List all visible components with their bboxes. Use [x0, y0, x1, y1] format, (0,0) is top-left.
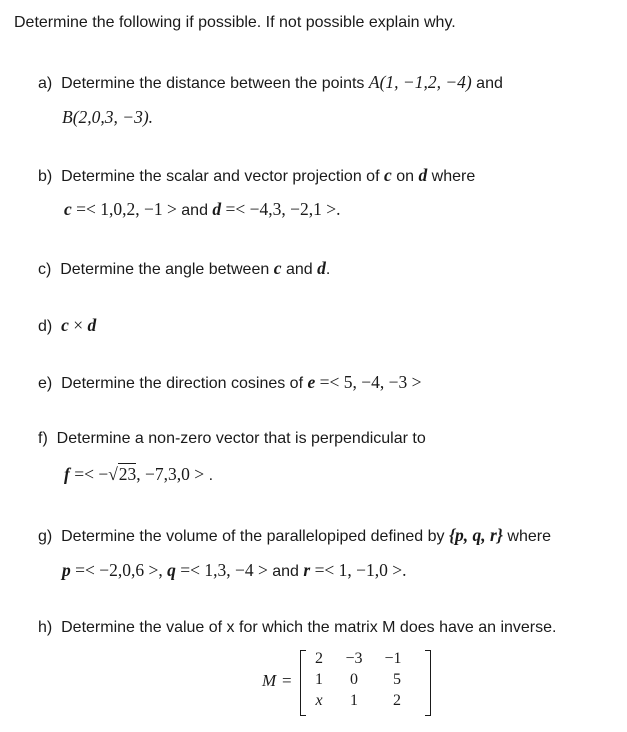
question-b-text: Determine the scalar and vector projection of — [61, 168, 380, 185]
question-h — [38, 619, 556, 637]
question-a-and: and — [476, 75, 503, 92]
page-title: Determine the following if possible. If not possible explain why. — [14, 14, 456, 31]
question-a — [38, 72, 503, 93]
question-a-text: Determine the distance between the points — [61, 75, 365, 92]
vector-set: {p, q, r} — [448, 525, 503, 545]
matrix-right-bracket — [425, 650, 431, 716]
vector-d: d — [418, 165, 428, 185]
question-f-period: . — [208, 467, 214, 484]
question-g-where: where — [507, 528, 551, 545]
vector-f-value-end: , −7,3,0 > — [136, 464, 205, 484]
vector-p-value: =< −2,0,6 >, — [70, 560, 168, 580]
matrix-cell: 5 — [393, 671, 401, 688]
vector-e-value: =< 5, −4, −3 > — [315, 372, 422, 392]
question-h-text: Determine the value of x for which the matrix M does have an inverse. — [61, 619, 557, 636]
question-h-label: h) — [38, 619, 53, 636]
vector-c-symbol: c — [64, 199, 72, 219]
question-e-label: e) — [38, 375, 53, 392]
cross-product-symbol: × — [68, 315, 88, 335]
vector-q-value: =< 1,3, −4 > — [175, 560, 273, 580]
vector-d: d — [87, 315, 97, 335]
matrix-cell: 0 — [350, 671, 358, 688]
vector-q: q — [167, 560, 176, 580]
question-c-text: Determine the angle between — [60, 261, 270, 278]
question-e-text: Determine the direction cosines of — [61, 375, 304, 392]
vector-d: d — [317, 258, 326, 278]
question-c-label: c) — [38, 261, 52, 278]
matrix-equals: = — [282, 671, 292, 690]
matrix-cell: 1 — [350, 692, 358, 709]
matrix-cell: −3 — [345, 650, 363, 667]
question-b-on: on — [396, 168, 414, 185]
question-b-and: and — [181, 202, 208, 219]
question-d-label: d) — [38, 318, 53, 335]
vector-r: r — [303, 560, 311, 580]
question-f-text: Determine a non-zero vector that is perpendicular to — [56, 430, 426, 447]
question-g — [38, 525, 551, 546]
matrix-cell: 2 — [315, 650, 323, 667]
question-g-label: g) — [38, 528, 53, 545]
question-e — [38, 372, 422, 393]
matrix-cell: −1 — [384, 650, 402, 667]
question-b — [38, 165, 475, 186]
matrix-cell: 1 — [315, 671, 323, 688]
question-c-and: and — [285, 261, 313, 278]
sqrt-radicand: 23 — [118, 464, 137, 484]
question-c — [38, 258, 330, 279]
question-g-vectors — [62, 560, 407, 581]
matrix-cell: x — [315, 692, 323, 709]
vector-p: p — [62, 560, 71, 580]
vector-r-value: =< 1, −1,0 >. — [310, 560, 407, 580]
vector-c: c — [273, 258, 282, 278]
matrix-cell: 2 — [393, 692, 401, 709]
vector-d-symbol: d — [212, 199, 222, 219]
sqrt-symbol: √ — [108, 464, 118, 484]
vector-e: e — [307, 372, 316, 392]
vector-c: c — [61, 315, 69, 335]
question-d — [38, 315, 96, 336]
vector-f: f — [64, 464, 70, 484]
question-b-where: where — [431, 168, 476, 185]
vector-c: c — [383, 165, 392, 185]
vector-f-value-start: =< − — [69, 464, 109, 484]
vector-f-line — [64, 464, 213, 485]
question-b-label: b) — [38, 168, 53, 185]
vector-d-value: =< −4,3, −2,1 >. — [221, 199, 341, 219]
question-f-label: f) — [38, 430, 48, 447]
question-b-vectors — [64, 199, 341, 220]
point-b: B(2,0,3, −3). — [62, 107, 154, 127]
matrix-name: M — [262, 671, 277, 690]
question-g-text: Determine the volume of the parallelopiped defined by — [61, 528, 445, 545]
question-g-and: and — [272, 563, 299, 580]
question-f — [38, 430, 426, 448]
point-a: A(1, −1,2, −4) — [368, 72, 472, 92]
question-c-period: . — [325, 261, 331, 278]
question-a-label: a) — [38, 75, 53, 92]
vector-c-value: =< 1,0,2, −1 > — [71, 199, 182, 219]
